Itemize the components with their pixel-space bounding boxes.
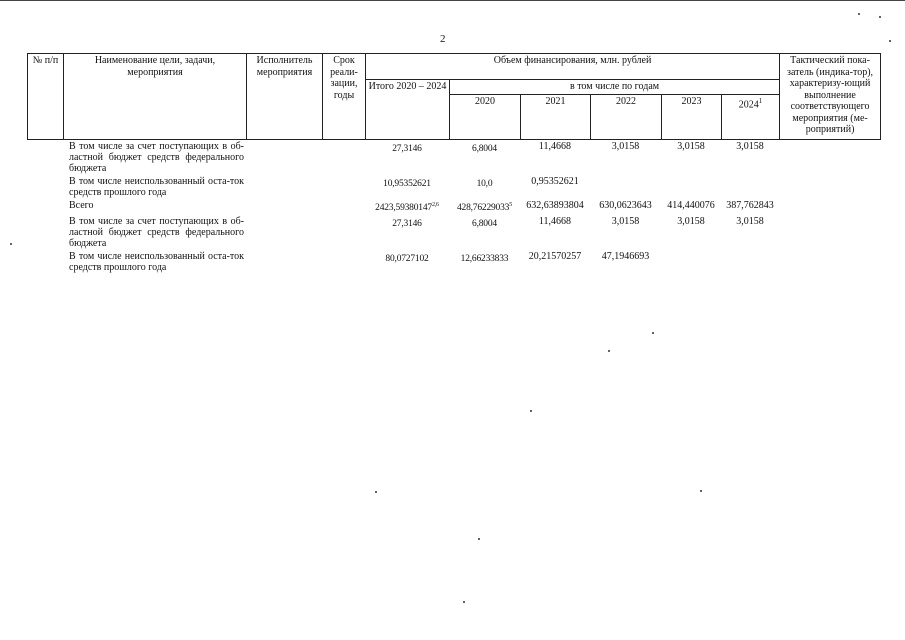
cell-num — [27, 249, 63, 273]
cell-name-value: В том числе неиспользованный оста-ток средств прошлого года — [69, 176, 244, 198]
cell-total — [365, 139, 449, 174]
cell-2020 — [449, 139, 520, 174]
cell-indicator — [779, 139, 880, 174]
cell-indicator — [779, 214, 880, 249]
col-header-year-2022: 2022 — [591, 94, 662, 139]
funding-rows — [27, 139, 880, 273]
col-header-term: Срок реали-зации, годы — [323, 54, 366, 140]
col-header-num: № п/п — [28, 54, 64, 140]
cell-num — [27, 198, 63, 214]
cell-2024 — [721, 174, 779, 198]
cell-2022 — [590, 214, 661, 249]
col-header-year-2021: 2021 — [521, 94, 591, 139]
cell-2020-footnote: 5 — [509, 202, 513, 208]
table-row — [27, 214, 880, 249]
cell-name-value: В том числе неиспользованный оста-ток средств прошлого года — [69, 251, 244, 274]
cell-2021 — [520, 198, 590, 214]
scan-speck — [375, 491, 377, 493]
cell-indicator — [779, 249, 880, 273]
cell-2022-value: 3,0158 — [611, 141, 640, 152]
cell-2021 — [520, 139, 590, 174]
col-header-year-2020: 2020 — [450, 94, 521, 139]
cell-2022 — [590, 249, 661, 273]
cell-total — [365, 174, 449, 198]
cell-2024 — [721, 198, 779, 214]
scan-speck — [652, 332, 654, 334]
cell-2023-value: 3,0158 — [677, 141, 705, 152]
cell-total-value: 10,95352621 — [383, 179, 431, 190]
col-header-by-years: в том числе по годам — [450, 80, 780, 95]
cell-name-value: Всего — [69, 200, 94, 211]
year-2024-label: 2024 — [738, 98, 759, 110]
table-row — [27, 249, 880, 273]
cell-total — [365, 198, 449, 214]
cell-2021 — [520, 174, 590, 198]
table-row — [27, 174, 880, 198]
cell-name — [63, 174, 246, 198]
cell-2020 — [449, 174, 520, 198]
cell-2023-value: 3,0158 — [677, 216, 705, 228]
cell-2022 — [590, 198, 661, 214]
col-header-year-2023: 2023 — [662, 94, 722, 139]
cell-executor — [246, 249, 322, 273]
cell-executor — [246, 214, 322, 249]
cell-executor — [246, 198, 322, 214]
col-header-name: Наименование цели, задачи, мероприятия — [64, 54, 247, 140]
cell-term — [322, 214, 365, 249]
scan-speck — [463, 601, 465, 603]
cell-2022-value: 3,0158 — [611, 216, 640, 228]
scan-speck — [700, 490, 702, 492]
cell-2020 — [449, 214, 520, 249]
cell-2023 — [661, 249, 721, 273]
cell-2021 — [520, 249, 590, 273]
cell-2023 — [661, 174, 721, 198]
cell-2020-value: 12,66233833 — [460, 254, 509, 265]
scan-speck — [608, 350, 610, 352]
cell-indicator — [779, 198, 880, 214]
cell-num — [27, 139, 63, 174]
scan-speck — [879, 16, 881, 18]
cell-total-value: 27,3146 — [392, 144, 422, 155]
cell-2020-value: 6,8004 — [472, 219, 497, 230]
cell-num — [27, 174, 63, 198]
cell-2021-value: 11,4668 — [538, 141, 572, 152]
cell-2021-value: 632,63893804 — [526, 200, 584, 211]
cell-2023 — [661, 198, 721, 214]
cell-term — [322, 249, 365, 273]
col-header-executor: Исполнитель мероприятия — [247, 54, 323, 140]
cell-2022-value: 630,0623643 — [599, 200, 652, 211]
cell-total-value: 2423,59380147 — [375, 203, 432, 214]
page-top-border — [0, 0, 905, 1]
cell-2024 — [721, 249, 779, 273]
page-number: 2 — [440, 33, 446, 45]
cell-2024 — [721, 214, 779, 249]
cell-2022-value: 47,1946693 — [601, 251, 650, 263]
cell-name — [63, 198, 246, 214]
scan-speck — [889, 40, 891, 42]
cell-2020-value: 6,8004 — [472, 144, 497, 155]
cell-total — [365, 214, 449, 249]
cell-2024-value: 387,762843 — [726, 200, 774, 211]
cell-2023 — [661, 139, 721, 174]
cell-name — [63, 214, 246, 249]
year-2024-footnote: 1 — [758, 96, 763, 105]
cell-name-value: В том числе за счет поступающих в об-ластной бюджет средств федерального бюджета — [69, 141, 244, 174]
cell-2020 — [449, 198, 520, 214]
cell-executor — [246, 139, 322, 174]
col-header-year-2024 — [722, 94, 780, 139]
cell-2024-value: 3,0158 — [736, 216, 764, 228]
cell-name — [63, 249, 246, 273]
scan-speck — [10, 243, 12, 245]
col-header-indicator: Тактический пока-затель (индика-тор), характеризу-ющий выполнение соответствующего мероприятия (ме-роприятий) — [780, 54, 881, 140]
scan-speck — [478, 538, 480, 540]
scan-speck — [530, 410, 532, 412]
cell-term — [322, 139, 365, 174]
cell-term — [322, 174, 365, 198]
cell-2020-value: 10,0 — [476, 179, 493, 190]
cell-total-value: 80,0727102 — [385, 254, 429, 265]
table-header — [27, 53, 881, 140]
table-row — [27, 139, 880, 174]
cell-total-footnote: 2,6 — [431, 202, 439, 208]
col-header-funding: Объем финансирования, млн. рублей — [366, 54, 780, 80]
cell-2021-value: 11,4668 — [538, 216, 572, 228]
cell-name-value: В том числе за счет поступающих в об-ластной бюджет средств федерального бюджета — [69, 216, 244, 250]
cell-total — [365, 249, 449, 273]
cell-2022 — [590, 174, 661, 198]
cell-2023-value: 414,440076 — [667, 200, 715, 211]
cell-2021-value: 0,95352621 — [531, 176, 579, 187]
cell-2022 — [590, 139, 661, 174]
cell-total-value: 27,3146 — [392, 219, 422, 230]
cell-executor — [246, 174, 322, 198]
cell-2021 — [520, 214, 590, 249]
cell-term — [322, 198, 365, 214]
table-row — [27, 198, 880, 214]
cell-name — [63, 139, 246, 174]
cell-2021-value: 20,21570257 — [528, 251, 582, 263]
col-header-total: Итого 2020 – 2024 — [366, 80, 450, 140]
cell-num — [27, 214, 63, 249]
cell-indicator — [779, 174, 880, 198]
cell-2020 — [449, 249, 520, 273]
cell-2024-value: 3,0158 — [736, 141, 764, 152]
scan-speck — [858, 13, 860, 15]
cell-2020-value: 428,76229033 — [456, 203, 510, 214]
cell-2023 — [661, 214, 721, 249]
cell-2024 — [721, 139, 779, 174]
